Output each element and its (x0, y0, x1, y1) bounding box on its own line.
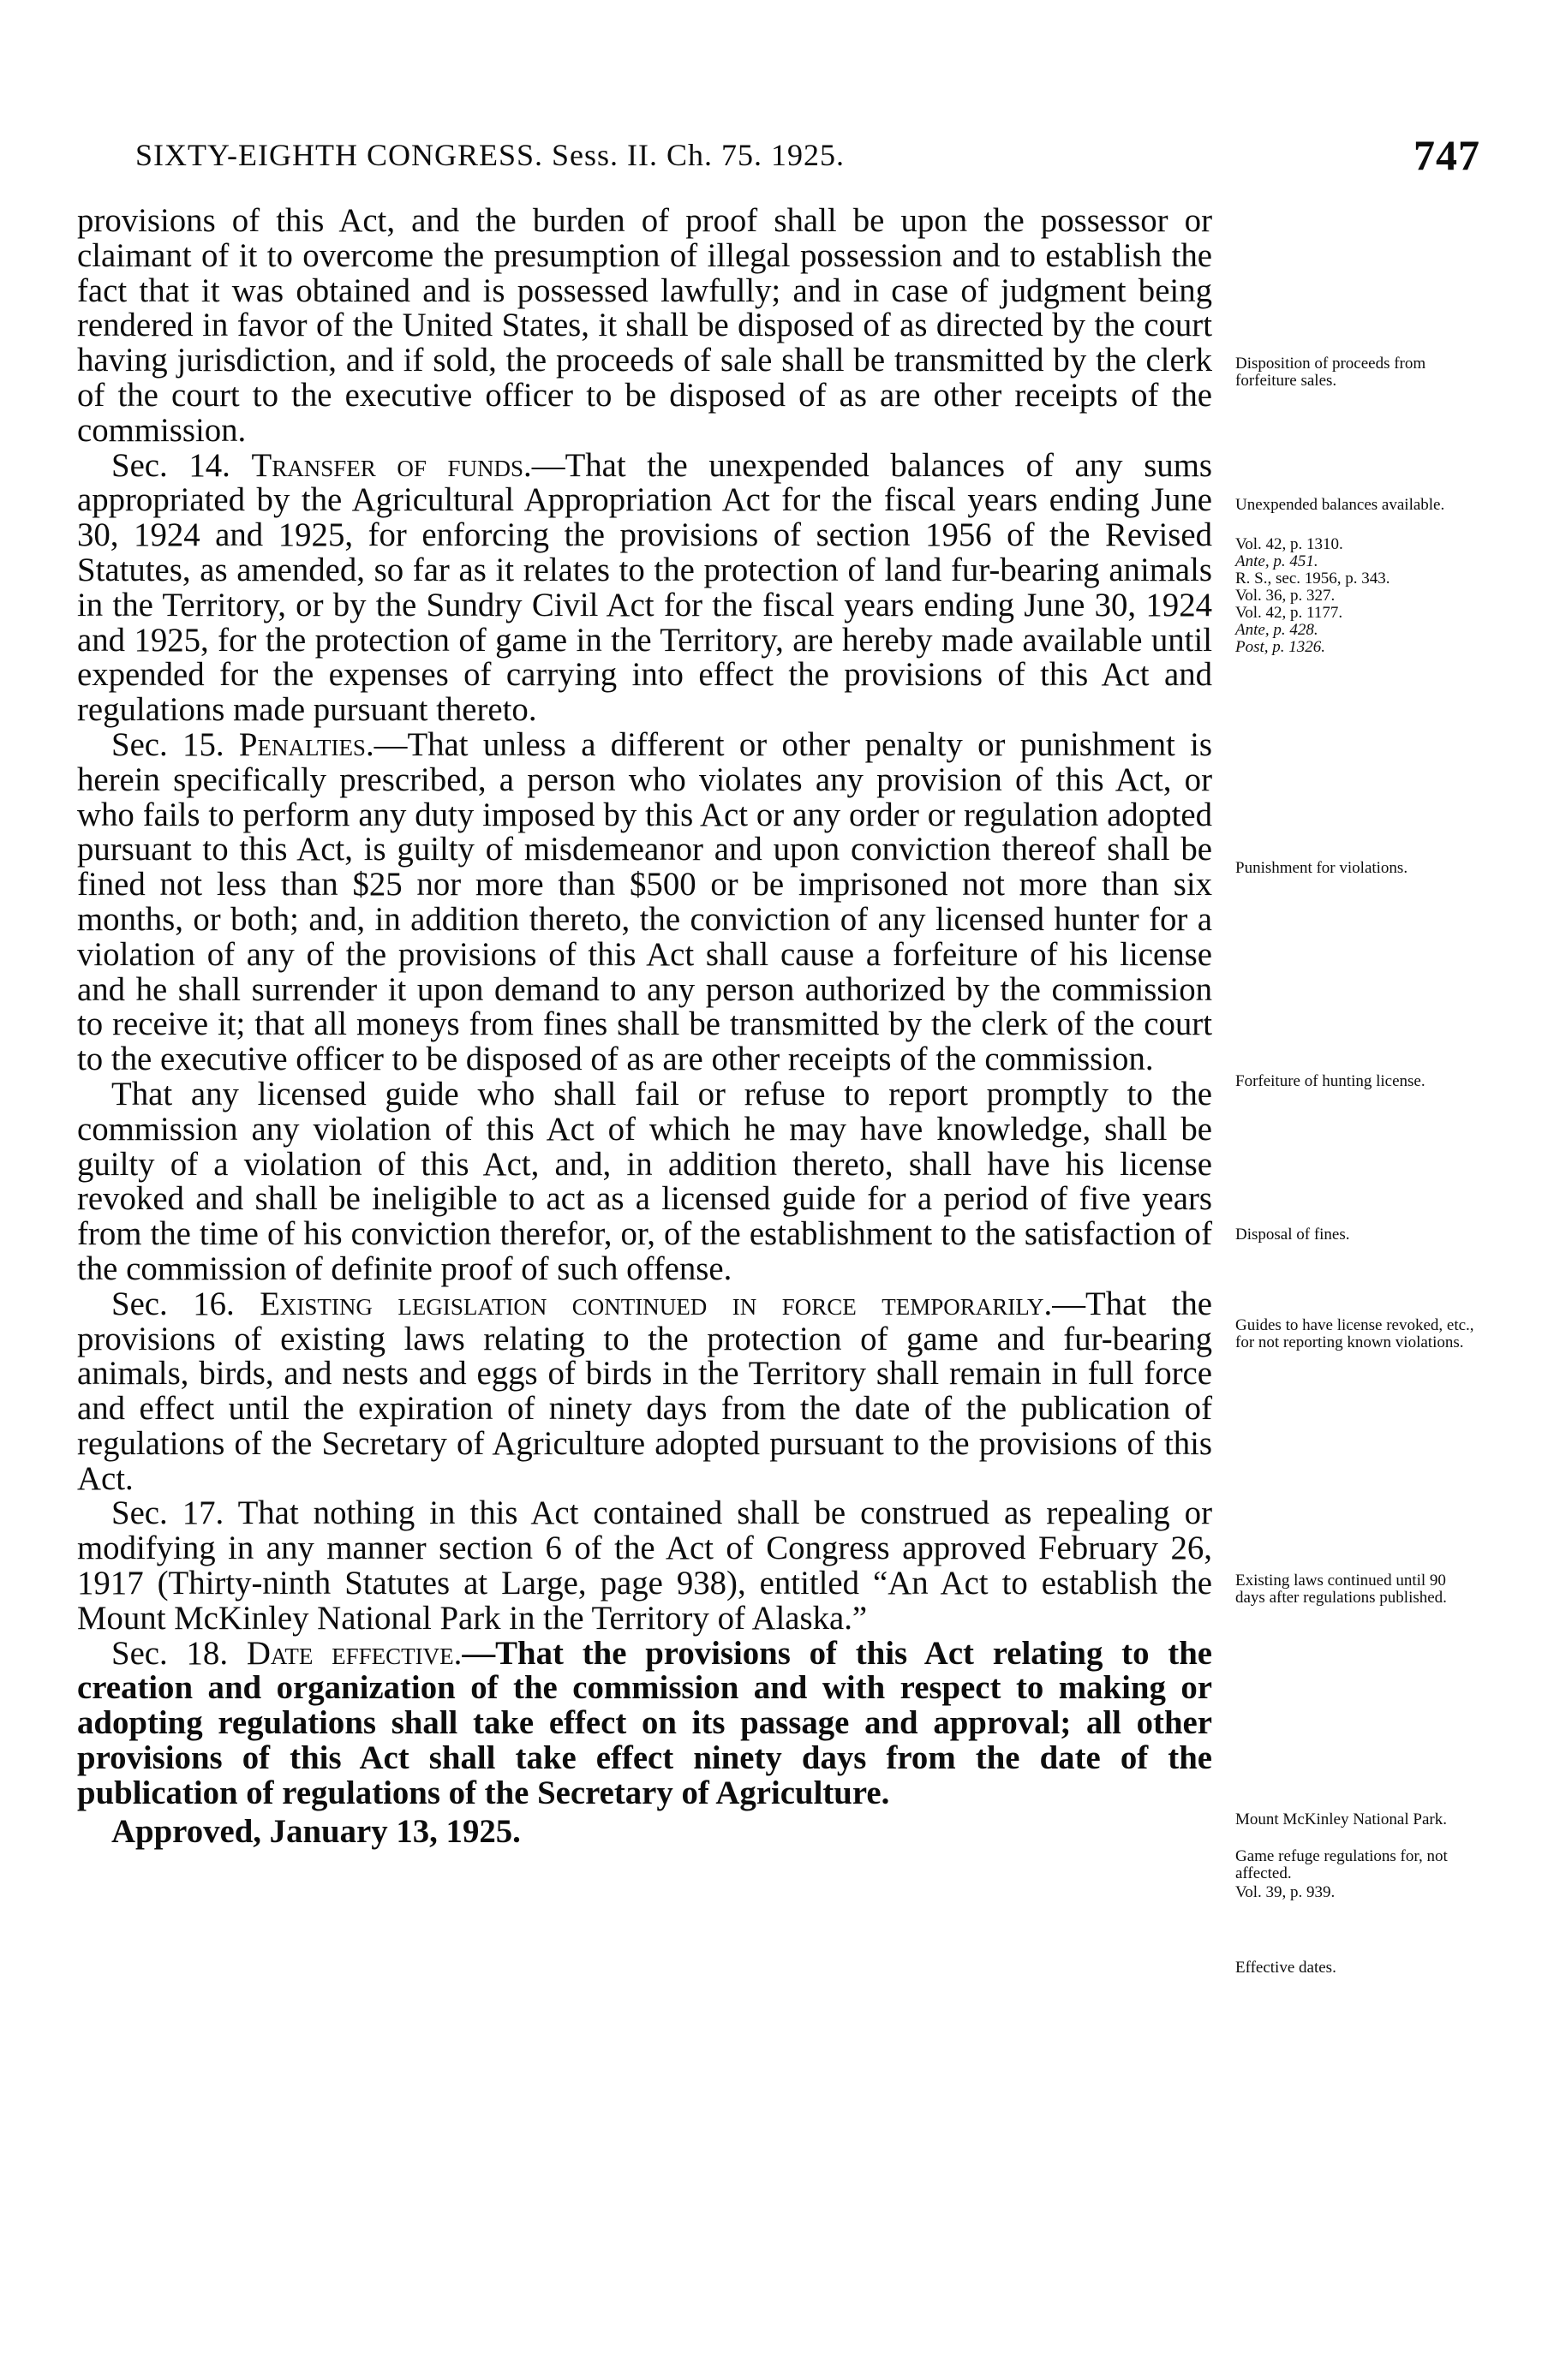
main-text (77, 204, 1212, 1849)
section-16-label: Sec. 16. (111, 1285, 235, 1322)
note-refuge: Game refuge regulations for, not affected. (1235, 1847, 1448, 1882)
note-ref: R. S., sec. 1956, p. 343. (1235, 570, 1390, 588)
section-18 (77, 1634, 1212, 1811)
paragraph-continuation: provisions of this Act, and the burden of proof shall be upon the possessor or claimant of it to overcome the presumption of illegal possession and to establish the fact that it was obtained and is possessed lawfully; and in case of judgment being rendered in favor of the United States, it shall be disposed of as directed by the court having jurisdiction, and if sold, the proceeds of sale shall be transmitted by the clerk of the court to the executive officer to be disposed of as are other receipts of the commission. (77, 202, 1212, 449)
note-ref: Vol. 36, p. 327. (1235, 587, 1336, 605)
guides-paragraph: That any licensed guide who shall fail or refuse to report promptly to the commission any violation of this Act of which he may have knowledge, shall be guilty of a violation of this Act, and, in addition thereto, shall have his license revoked and shall be ineligible to act as a licensed guide for a period of five years from the time of his conviction therefor, or, of the establishment to the satisfaction of the commission of definite proof of such offense. (77, 1075, 1212, 1287)
header-title: SIXTY-EIGHTH CONGRESS. Sess. II. Ch. 75. 1925. (135, 138, 846, 172)
section-15-heading: Penalties. (238, 725, 374, 763)
section-14 (77, 446, 1212, 729)
section-15-label: Sec. 15. (111, 725, 224, 763)
section-17 (77, 1496, 1212, 1636)
section-17-text: That nothing in this Act contained shall be construed as repealing or modifying in any manner section 6 of the Act of Congress approved February 26, 1917 (Thirty-ninth Statutes at Large, page 938), entitled “An Act to establish the Mount McKinley National Park in the Territory of Alaska.” (77, 1494, 1213, 1637)
note-unexpended: Unexpended balances available. (1235, 496, 1445, 514)
section-14-label: Sec. 14. (111, 446, 230, 484)
section-18-heading: Date effective. (246, 1634, 463, 1672)
note-ref-vol39: Vol. 39, p. 939. (1235, 1883, 1336, 1901)
section-16 (77, 1287, 1212, 1497)
note-disposition: Disposition of proceeds from forfeiture sales. (1235, 355, 1426, 390)
note-ref: Vol. 42, p. 1177. (1235, 604, 1343, 622)
running-header (135, 130, 1480, 182)
note-fines: Disposal of fines. (1235, 1226, 1350, 1244)
section-14-text: —That the unexpended balances of any sums appropriated by the Agricultural Appropriation Act for the fiscal years ending June 30, 1924 and 1925, for enforcing the provisions of section 1956 of the Revised Statutes, as amended, so far as it relates to the protection of land fur-bearing animals in the Territory, or by the Sundry Civil Act for the fiscal years ending June 30, 1924 and 1925, for the protection of game in the Territory, are hereby made available until expended for the expenses of carrying into effect the provisions of this Act and regulations made pursuant thereto. (77, 446, 1212, 729)
note-ref: Ante, p. 451. (1235, 552, 1318, 570)
note-references (1235, 536, 1475, 656)
note-mckinley: Mount McKinley National Park. (1235, 1810, 1447, 1828)
section-14-heading: Transfer of funds. (251, 446, 532, 484)
approval-line: Approved, January 13, 1925. (111, 1812, 521, 1850)
note-punishment: Punishment for violations. (1235, 859, 1408, 877)
note-ref: Ante, p. 428. (1235, 621, 1318, 639)
section-18-label: Sec. 18. (111, 1634, 229, 1672)
note-effective: Effective dates. (1235, 1959, 1336, 1977)
note-guides: Guides to have license revoked, etc., for not reporting known violations. (1235, 1316, 1474, 1351)
section-15 (77, 725, 1212, 1078)
section-15-text: —That unless a different or other penalty or punishment is herein specifically prescribed, a person who violates any provision of this Act, or who fails to perform any duty imposed by this Act or any order or regulation adopted pursuant to this Act, is guilty of misdemeanor and upon conviction thereof shall be fined not less than $25 nor more than $500 or be imprisoned not more than six months, or both; and, in addition thereto, the conviction of any licensed hunter for a violation of any of the provisions of this Act shall cause a forfeiture of his license and he shall surrender it upon demand to any person authorized by the commission to receive it; that all moneys from fines shall be transmitted by the clerk of the court to the executive officer to be disposed of as are other receipts of the commission. (77, 725, 1212, 1078)
note-existing: Existing laws continued until 90 days after regulations published. (1235, 1572, 1447, 1607)
page-number: 747 (1414, 131, 1480, 179)
note-ref: Vol. 42, p. 1310. (1235, 535, 1343, 553)
section-16-text: —That the provisions of existing laws relating to the protection of game and fur-bearing animals, birds, and nests and eggs of birds in the Territory shall remain in full force and effect until the expiration of ninety days from the date of the publication of regulations of the Secretary of Agriculture adopted pursuant to the provisions of this Act. (77, 1285, 1213, 1497)
section-16-heading: Existing legislation continued in force temporarily. (260, 1285, 1053, 1322)
note-forfeiture: Forfeiture of hunting license. (1235, 1072, 1425, 1090)
section-17-label: Sec. 17. (111, 1494, 224, 1532)
section-18-text: —That the provisions of this Act relating to the creation and organization of the commission and with respect to making or adopting regulations shall take effect on its passage and approval; all other provisions of this Act shall take effect ninety days from the date of the publication of regulations of the Secretary of Agriculture. (77, 1634, 1212, 1811)
note-ref: Post, p. 1326. (1235, 638, 1326, 656)
